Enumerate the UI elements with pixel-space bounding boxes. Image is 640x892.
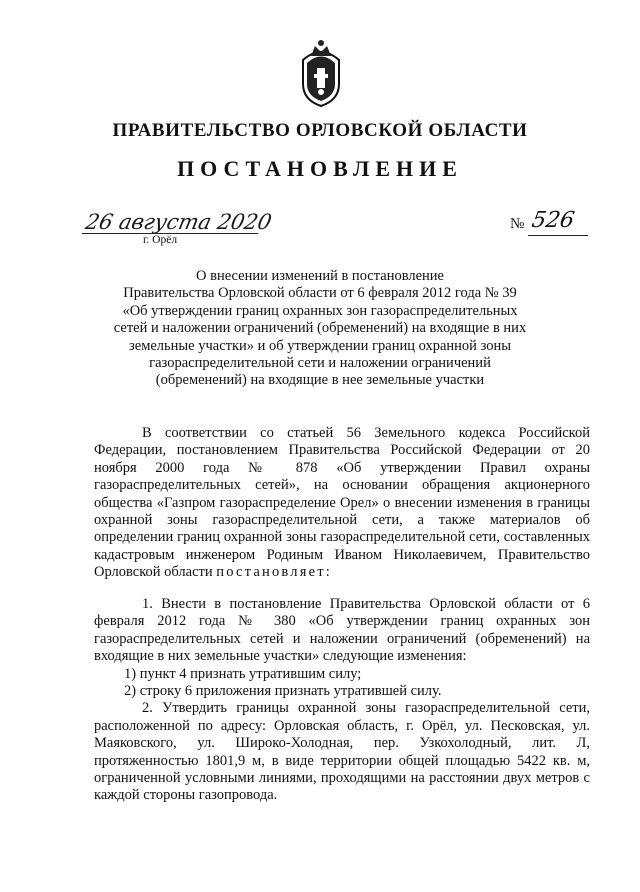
document-type: ПОСТАНОВЛЕНИЕ [177, 156, 463, 181]
number-label: № [510, 216, 525, 232]
preamble-text: В соответствии со статьей 56 Земельного кодекса Российской Федерации, постановлением Правительства Российской Федерации от 20 ноября 2000 года № 878 «Об утверждении Правил охраны газораспределительных сетей», на основании обращения акционерного общества «Газпром газораспределение Орел» о внесении изменения в границы охранной зоны газораспределительной сети, а также материалов об определении границ охранной зоны газораспределительной сети, составленных кадастровым инженером Родиным Иваном Николаевичем, Правительство Орловской области [94, 425, 590, 581]
document-title [110, 268, 530, 390]
title-line: О внесении изменений в постановление [196, 268, 444, 284]
handwritten-number: 526 [529, 208, 577, 233]
clause-1-item-2: 2) строку 6 приложения признать утратившей силу. [124, 683, 442, 700]
preamble-paragraph [94, 425, 590, 582]
clauses-block [94, 596, 590, 805]
clause-1-item-1: 1) пункт 4 признать утратившим силу; [124, 665, 362, 682]
preamble-emphasis: постановляет: [216, 564, 332, 581]
handwritten-date: 26 августа 2020 [83, 210, 274, 234]
title-line: «Об утверждении границ охранных зон газораспределительных [122, 302, 518, 319]
title-line: земельные участки» и об утверждении границ охранной зоны [129, 337, 511, 354]
title-line: (обременений) на входящие в нее земельные участки [155, 372, 485, 389]
title-line: сетей и наложении ограничений (обременений) на входящие в них [113, 320, 527, 337]
city-label: г. Орёл [143, 234, 178, 246]
title-line: газораспределительной сети и наложении ограничений [149, 355, 491, 372]
organization-name: ПРАВИТЕЛЬСТВО ОРЛОВСКОЙ ОБЛАСТИ [112, 120, 528, 141]
number-underline [528, 235, 588, 236]
preamble-block [94, 425, 590, 582]
clause-2: 2. Утвердить границы охранной зоны газораспределительной сети, расположенной по адресу: Орловская область, г. Орёл, ул. Песковская, ул. Маяковского, ул. Широко-Холодная, пер. Узкохолодный, лит. Л, протяженностью 1801,9 м, в виде территории общей площадью 5422 кв. м, ограниченной условными линиями, проходящими на расстоянии двух метров с каждой стороны газопровода. [94, 700, 590, 804]
title-line: Правительства Орловской области от 6 февраля 2012 года № 39 [123, 285, 517, 302]
clause-1: 1. Внести в постановление Правительства Орловской области от 6 февраля 2012 года № 380 «Об утверждении границ охранных зон газораспределительных сетей и наложении ограничений (обременений) на входящие в них земельные участки» следующие изменения: [94, 596, 590, 665]
coat-of-arms-emblem [297, 38, 345, 108]
